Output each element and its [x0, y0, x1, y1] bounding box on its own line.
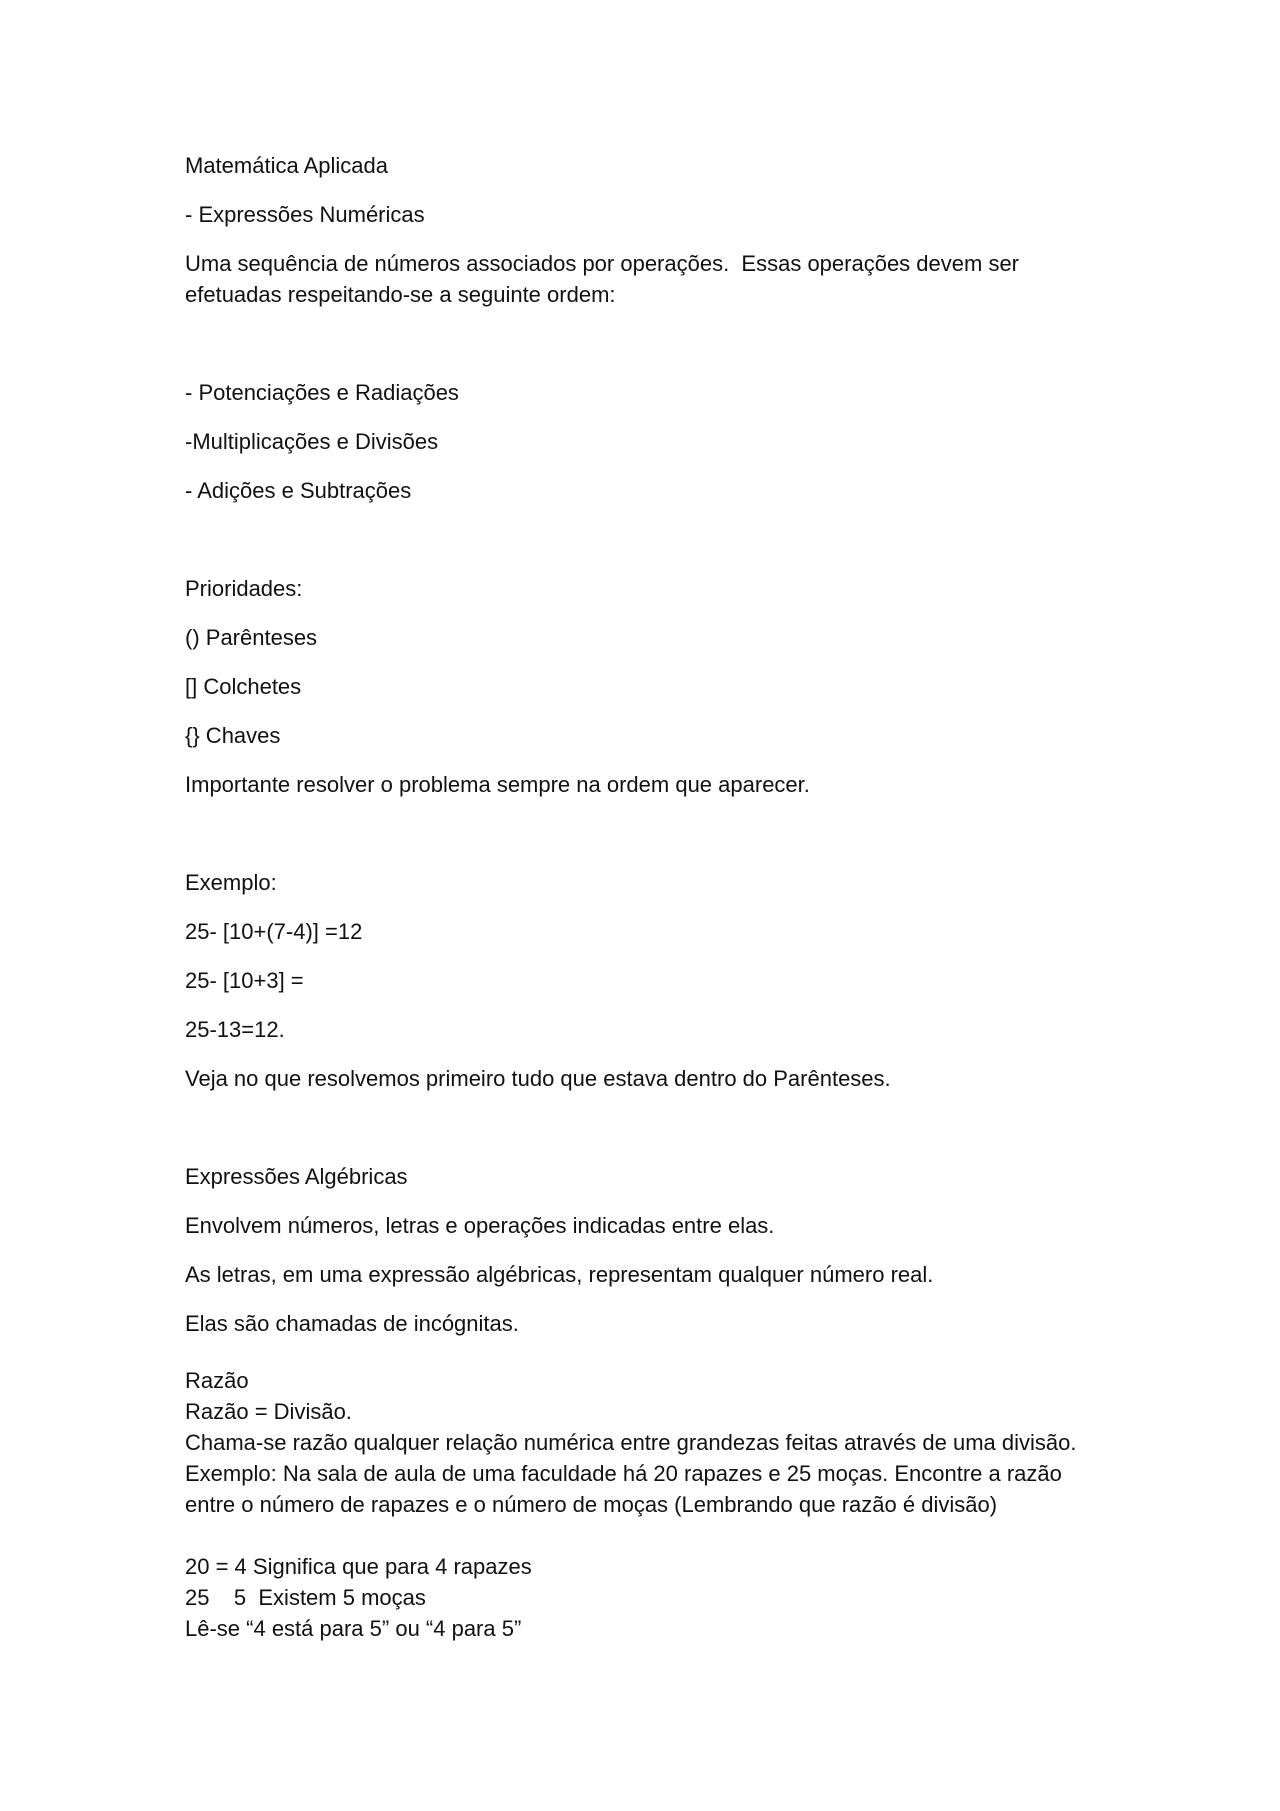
priority-item: [] Colchetes [185, 674, 302, 699]
order-item: - Potenciações e Radiações [185, 380, 459, 405]
priority-item: () Parênteses [185, 625, 318, 650]
intro-paragraph: Uma sequência de números associados por operações. Essas operações devem ser efetuadas respeitando-se a seguinte ordem: [185, 251, 1026, 307]
ratio-section [185, 1365, 1105, 1520]
example-note: Veja no que resolvemos primeiro tudo que estava dentro do Parênteses. [185, 1066, 891, 1091]
example-step: 25- [10+(7-4)] =12 [185, 919, 363, 944]
ratio-example-block [185, 1551, 1105, 1644]
ratio-description: Chama-se razão qualquer relação numérica entre grandezas feitas através de uma divisão. [185, 1430, 1077, 1455]
priorities-heading: Prioridades: [185, 576, 303, 601]
section-heading-numeric: - Expressões Numéricas [185, 202, 425, 227]
algebra-line: Elas são chamadas de incógnitas. [185, 1311, 519, 1336]
ratio-definition: Razão = Divisão. [185, 1399, 352, 1424]
algebra-line: Envolvem números, letras e operações indicadas entre elas. [185, 1213, 775, 1238]
priority-item: {} Chaves [185, 723, 281, 748]
document-title: Matemática Aplicada [185, 153, 388, 178]
ratio-example: Exemplo: Na sala de aula de uma faculdade há 20 rapazes e 25 moças. Encontre a razão entre o número de rapazes e o número de moças (Lembrando que razão é divisão) [185, 1461, 1068, 1517]
ratio-example-line: 25 5 Existem 5 moças [185, 1585, 426, 1610]
algebra-heading: Expressões Algébricas [185, 1164, 408, 1189]
ratio-example-line: Lê-se “4 está para 5” ou “4 para 5” [185, 1616, 522, 1641]
order-item: -Multiplicações e Divisões [185, 429, 439, 454]
example-step: 25-13=12. [185, 1017, 285, 1042]
ratio-heading: Razão [185, 1368, 249, 1393]
example-step: 25- [10+3] = [185, 968, 304, 993]
ratio-example-line: 20 = 4 Significa que para 4 rapazes [185, 1554, 532, 1579]
document-body [185, 150, 1105, 1644]
priorities-note: Importante resolver o problema sempre na ordem que aparecer. [185, 772, 810, 797]
algebra-line: As letras, em uma expressão algébricas, representam qualquer número real. [185, 1262, 934, 1287]
order-item: - Adições e Subtrações [185, 478, 412, 503]
example-heading: Exemplo: [185, 870, 277, 895]
